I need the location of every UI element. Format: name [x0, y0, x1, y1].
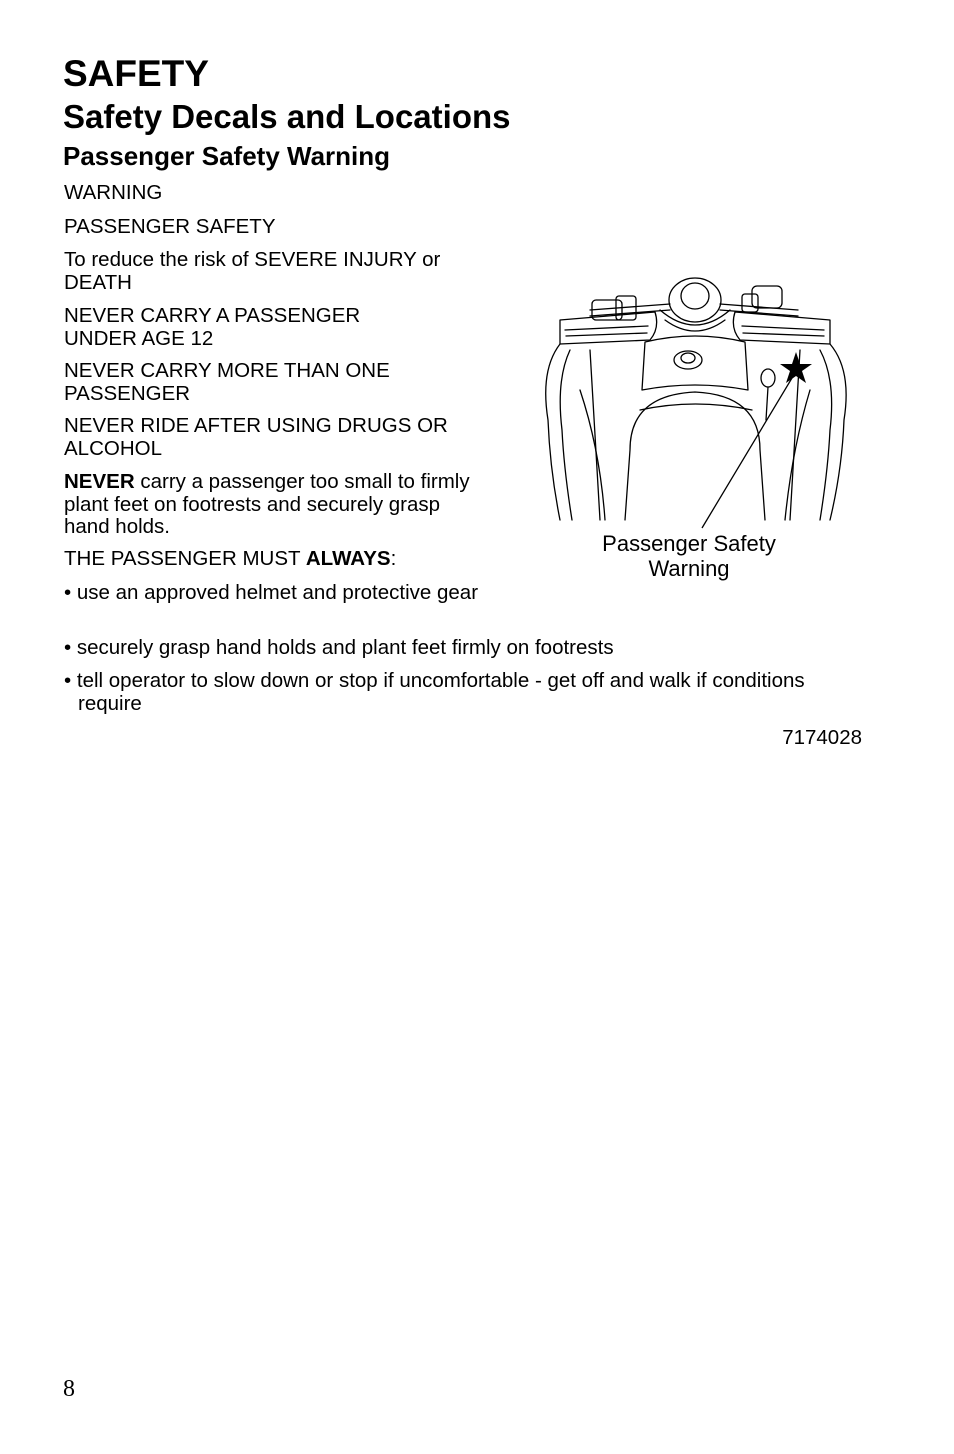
- fuel-cap: [674, 351, 702, 369]
- bullet-item: • securely grasp hand holds and plant feet firmly on footrests: [64, 636, 614, 659]
- right-fender: [830, 344, 846, 520]
- leader-line: [702, 378, 792, 528]
- decal-must-line: [64, 548, 396, 571]
- decal-one-passenger-text: NEVER CARRY MORE THAN ONE PASSENGER: [64, 359, 390, 405]
- decal-drugs-text: NEVER RIDE AFTER USING DRUGS OR ALCOHOL: [64, 414, 448, 460]
- must-prefix: THE PASSENGER MUST: [64, 547, 306, 570]
- bullet-item: • use an approved helmet and protective gear: [64, 581, 479, 604]
- seat: [625, 392, 765, 520]
- decal-passenger-safety: PASSENGER SAFETY: [64, 215, 276, 238]
- never-rest: carry a passenger too small to firmly plant feet on footrests and securely grasp hand holds.: [64, 470, 470, 538]
- decal-warning: WARNING: [64, 181, 163, 204]
- shift-knob: [761, 369, 775, 387]
- must-suffix: :: [390, 547, 397, 570]
- decal-never-paragraph: [64, 471, 479, 539]
- subsection-title: Safety Decals and Locations: [63, 98, 511, 135]
- atv-decal-location-illustration: [530, 270, 860, 530]
- bullet-text: use an approved helmet and protective gear: [76, 581, 479, 604]
- section-title: SAFETY: [63, 53, 209, 94]
- bullet-item: • tell operator to slow down or stop if uncomfortable - get off and walk if conditions require: [64, 669, 805, 715]
- left-fender: [546, 344, 560, 520]
- star-icon: [780, 352, 812, 383]
- decal-age-text: NEVER CARRY A PASSENGER UNDER AGE 12: [64, 304, 361, 350]
- bullet-text: securely grasp hand holds and plant feet firmly on footrests: [76, 636, 614, 659]
- fuel-tank: [642, 336, 748, 390]
- figure-caption: Passenger Safety Warning: [602, 531, 776, 581]
- bullet-text: tell operator to slow down or stop if uncomfortable - get off and walk if conditions require: [76, 669, 805, 715]
- topic-title: Passenger Safety Warning: [63, 141, 391, 171]
- right-grip: [752, 286, 782, 308]
- must-bold: ALWAYS: [305, 547, 391, 570]
- decal-risk-text: To reduce the risk of SEVERE INJURY or DEATH: [64, 248, 441, 294]
- headlight-pod: [669, 278, 721, 322]
- page-number: 8: [63, 1376, 75, 1402]
- part-number: 7174028: [782, 726, 862, 749]
- never-bold: NEVER: [64, 470, 135, 493]
